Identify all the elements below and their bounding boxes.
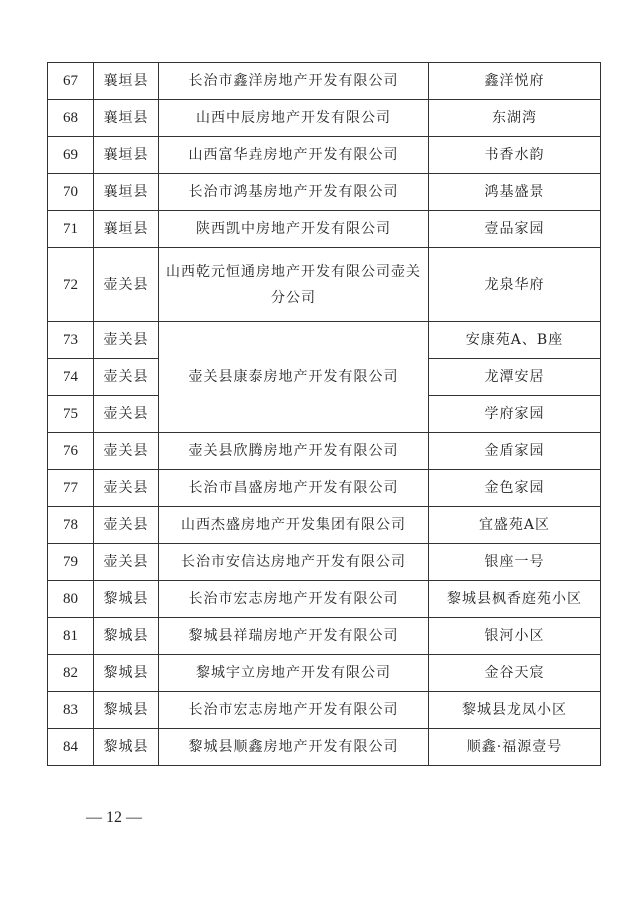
row-number-cell: 71: [48, 211, 94, 248]
table-row: [48, 581, 601, 618]
project-cell: 学府家园: [429, 396, 601, 433]
table-row: [48, 174, 601, 211]
county-cell: 壶关县: [94, 507, 159, 544]
table-row: [48, 729, 601, 766]
county-cell: 黎城县: [94, 581, 159, 618]
company-cell: 长治市宏志房地产开发有限公司: [159, 692, 429, 729]
row-number-cell: 76: [48, 433, 94, 470]
table-row: [48, 655, 601, 692]
table-body: [48, 63, 601, 766]
project-cell: 龙泉华府: [429, 248, 601, 322]
company-cell: 长治市昌盛房地产开发有限公司: [159, 470, 429, 507]
row-number-cell: 69: [48, 137, 94, 174]
project-cell: 安康苑A、B座: [429, 322, 601, 359]
project-cell: 银河小区: [429, 618, 601, 655]
county-cell: 襄垣县: [94, 137, 159, 174]
project-cell: 龙潭安居: [429, 359, 601, 396]
table-row: [48, 248, 601, 322]
county-cell: 壶关县: [94, 322, 159, 359]
company-cell: 黎城县祥瑞房地产开发有限公司: [159, 618, 429, 655]
page-number: — 12 —: [86, 809, 142, 826]
company-cell: 壶关县康泰房地产开发有限公司: [159, 322, 429, 433]
project-cell: 银座一号: [429, 544, 601, 581]
county-cell: 壶关县: [94, 433, 159, 470]
table-row: [48, 63, 601, 100]
project-cell: 金色家园: [429, 470, 601, 507]
row-number-cell: 83: [48, 692, 94, 729]
table-row: [48, 137, 601, 174]
company-cell: 陕西凯中房地产开发有限公司: [159, 211, 429, 248]
housing-project-table: [47, 62, 601, 766]
company-cell: 长治市鸿基房地产开发有限公司: [159, 174, 429, 211]
county-cell: 襄垣县: [94, 63, 159, 100]
project-cell: 东湖湾: [429, 100, 601, 137]
table-row: [48, 544, 601, 581]
project-cell: 黎城县龙凤小区: [429, 692, 601, 729]
company-cell: 黎城县顺鑫房地产开发有限公司: [159, 729, 429, 766]
row-number-cell: 75: [48, 396, 94, 433]
table-row: [48, 507, 601, 544]
project-cell: 鸿基盛景: [429, 174, 601, 211]
row-number-cell: 68: [48, 100, 94, 137]
table-row: [48, 100, 601, 137]
company-cell: 壶关县欣腾房地产开发有限公司: [159, 433, 429, 470]
project-cell: 鑫洋悦府: [429, 63, 601, 100]
row-number-cell: 73: [48, 322, 94, 359]
row-number-cell: 70: [48, 174, 94, 211]
county-cell: 黎城县: [94, 692, 159, 729]
county-cell: 黎城县: [94, 618, 159, 655]
company-cell: 山西富华垚房地产开发有限公司: [159, 137, 429, 174]
county-cell: 壶关县: [94, 359, 159, 396]
company-cell: 长治市宏志房地产开发有限公司: [159, 581, 429, 618]
table-row: [48, 692, 601, 729]
county-cell: 壶关县: [94, 248, 159, 322]
row-number-cell: 72: [48, 248, 94, 322]
company-cell: 长治市安信达房地产开发有限公司: [159, 544, 429, 581]
table-row: [48, 433, 601, 470]
project-cell: 金谷天宸: [429, 655, 601, 692]
row-number-cell: 74: [48, 359, 94, 396]
project-cell: 黎城县枫香庭苑小区: [429, 581, 601, 618]
company-cell: 山西杰盛房地产开发集团有限公司: [159, 507, 429, 544]
county-cell: 黎城县: [94, 729, 159, 766]
project-cell: 顺鑫·福源壹号: [429, 729, 601, 766]
company-cell: 长治市鑫洋房地产开发有限公司: [159, 63, 429, 100]
company-cell: 山西中辰房地产开发有限公司: [159, 100, 429, 137]
project-cell: 书香水韵: [429, 137, 601, 174]
row-number-cell: 77: [48, 470, 94, 507]
county-cell: 壶关县: [94, 470, 159, 507]
project-cell: 宜盛苑A区: [429, 507, 601, 544]
company-cell: 山西乾元恒通房地产开发有限公司壶关分公司: [159, 248, 429, 322]
county-cell: 襄垣县: [94, 174, 159, 211]
row-number-cell: 82: [48, 655, 94, 692]
row-number-cell: 67: [48, 63, 94, 100]
table-row: [48, 211, 601, 248]
row-number-cell: 80: [48, 581, 94, 618]
project-cell: 金盾家园: [429, 433, 601, 470]
project-cell: 壹品家园: [429, 211, 601, 248]
table-row: [48, 618, 601, 655]
table-row: [48, 322, 601, 359]
row-number-cell: 78: [48, 507, 94, 544]
row-number-cell: 81: [48, 618, 94, 655]
county-cell: 壶关县: [94, 396, 159, 433]
county-cell: 襄垣县: [94, 100, 159, 137]
company-cell: 黎城宇立房地产开发有限公司: [159, 655, 429, 692]
row-number-cell: 84: [48, 729, 94, 766]
county-cell: 襄垣县: [94, 211, 159, 248]
row-number-cell: 79: [48, 544, 94, 581]
table-row: [48, 470, 601, 507]
county-cell: 黎城县: [94, 655, 159, 692]
county-cell: 壶关县: [94, 544, 159, 581]
